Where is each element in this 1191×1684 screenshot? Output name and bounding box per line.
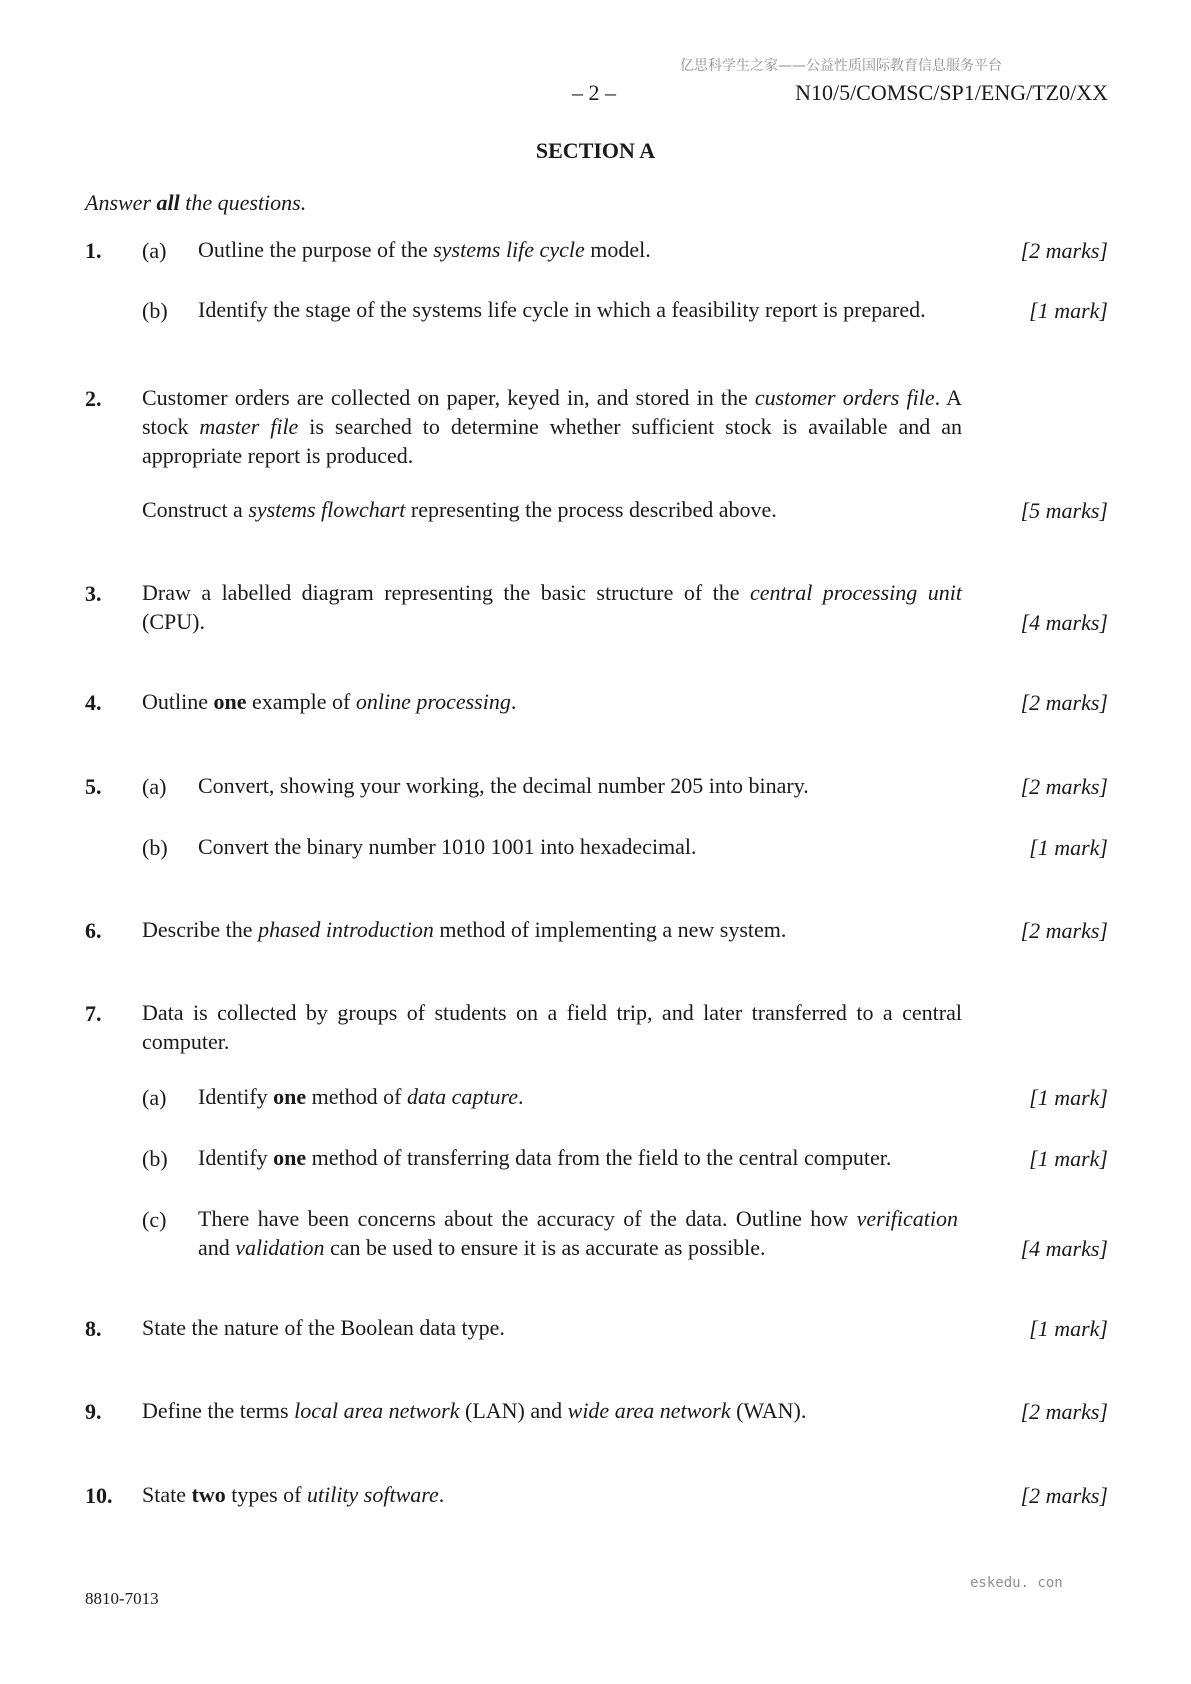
question-text: Define the terms local area network (LAN) and wide area network (WAN). bbox=[142, 1398, 807, 1423]
question-number: 6. bbox=[85, 918, 102, 943]
question-number: 4. bbox=[85, 690, 102, 715]
part-label: (a) bbox=[142, 1085, 167, 1110]
marks: [2 marks] bbox=[1020, 1483, 1108, 1508]
marks: [1 mark] bbox=[1029, 1146, 1108, 1171]
question-text: Construct a systems flowchart representing the process described above. bbox=[142, 497, 777, 522]
question-number: 9. bbox=[85, 1399, 102, 1424]
part-label: (b) bbox=[142, 835, 168, 860]
part-label: (c) bbox=[142, 1207, 167, 1232]
question-text: Outline one example of online processing. bbox=[142, 689, 517, 714]
question-number: 7. bbox=[85, 1001, 102, 1026]
question-text: Data is collected by groups of students on a field trip, and later transferred to a central computer. bbox=[142, 1000, 962, 1054]
question-text: Convert, showing your working, the decimal number 205 into binary. bbox=[198, 773, 809, 798]
marks: [5 marks] bbox=[1020, 498, 1108, 523]
marks: [4 marks] bbox=[1020, 1236, 1108, 1261]
question-text: Draw a labelled diagram representing the basic structure of the central processing unit (CPU). bbox=[142, 580, 962, 634]
question-text: Describe the phased introduction method of implementing a new system. bbox=[142, 917, 787, 942]
part-label: (a) bbox=[142, 238, 167, 263]
question-text: Identify one method of data capture. bbox=[198, 1084, 524, 1109]
question-number: 2. bbox=[85, 386, 102, 411]
part-label: (b) bbox=[142, 298, 168, 323]
question-text: Identify one method of transferring data from the field to the central computer. bbox=[198, 1145, 892, 1170]
marks: [2 marks] bbox=[1020, 690, 1108, 715]
marks: [2 marks] bbox=[1020, 1399, 1108, 1424]
marks: [2 marks] bbox=[1020, 238, 1108, 263]
page-number: – 2 – bbox=[572, 80, 616, 105]
question-text: Customer orders are collected on paper, keyed in, and stored in the customer orders file. A stock master file is searched to determine whether sufficient stock is available and an appropriate report is produced. bbox=[142, 385, 962, 468]
section-title: SECTION A bbox=[535, 138, 656, 163]
question-text: There have been concerns about the accuracy of the data. Outline how verification and validation can be used to ensure it is as accurate as possible. bbox=[198, 1206, 958, 1260]
question-text: State the nature of the Boolean data type. bbox=[142, 1315, 505, 1340]
question-text: Outline the purpose of the systems life cycle model. bbox=[198, 237, 651, 262]
marks: [4 marks] bbox=[1020, 610, 1108, 635]
watermark-header: 亿思科学生之家——公益性质国际教育信息服务平台 bbox=[680, 58, 1002, 74]
part-label: (b) bbox=[142, 1146, 168, 1171]
question-text: State two types of utility software. bbox=[142, 1482, 445, 1507]
question-number: 1. bbox=[85, 238, 102, 263]
marks: [1 mark] bbox=[1029, 298, 1108, 323]
question-number: 8. bbox=[85, 1316, 102, 1341]
part-label: (a) bbox=[142, 774, 167, 799]
marks: [1 mark] bbox=[1029, 1316, 1108, 1341]
instruction: Answer all the questions. bbox=[85, 190, 307, 215]
marks: [1 mark] bbox=[1029, 835, 1108, 860]
question-number: 10. bbox=[85, 1483, 113, 1508]
question-number: 5. bbox=[85, 774, 102, 799]
footer-code: 8810-7013 bbox=[85, 1589, 159, 1608]
marks: [1 mark] bbox=[1029, 1085, 1108, 1110]
question-text: Identify the stage of the systems life cycle in which a feasibility report is prepared. bbox=[198, 297, 926, 322]
question-text: Convert the binary number 1010 1001 into hexadecimal. bbox=[198, 834, 697, 859]
paper-code: N10/5/COMSC/SP1/ENG/TZ0/XX bbox=[795, 80, 1108, 105]
watermark-footer: eskedu. con bbox=[970, 1575, 1063, 1591]
marks: [2 marks] bbox=[1020, 918, 1108, 943]
question-number: 3. bbox=[85, 581, 102, 606]
marks: [2 marks] bbox=[1020, 774, 1108, 799]
